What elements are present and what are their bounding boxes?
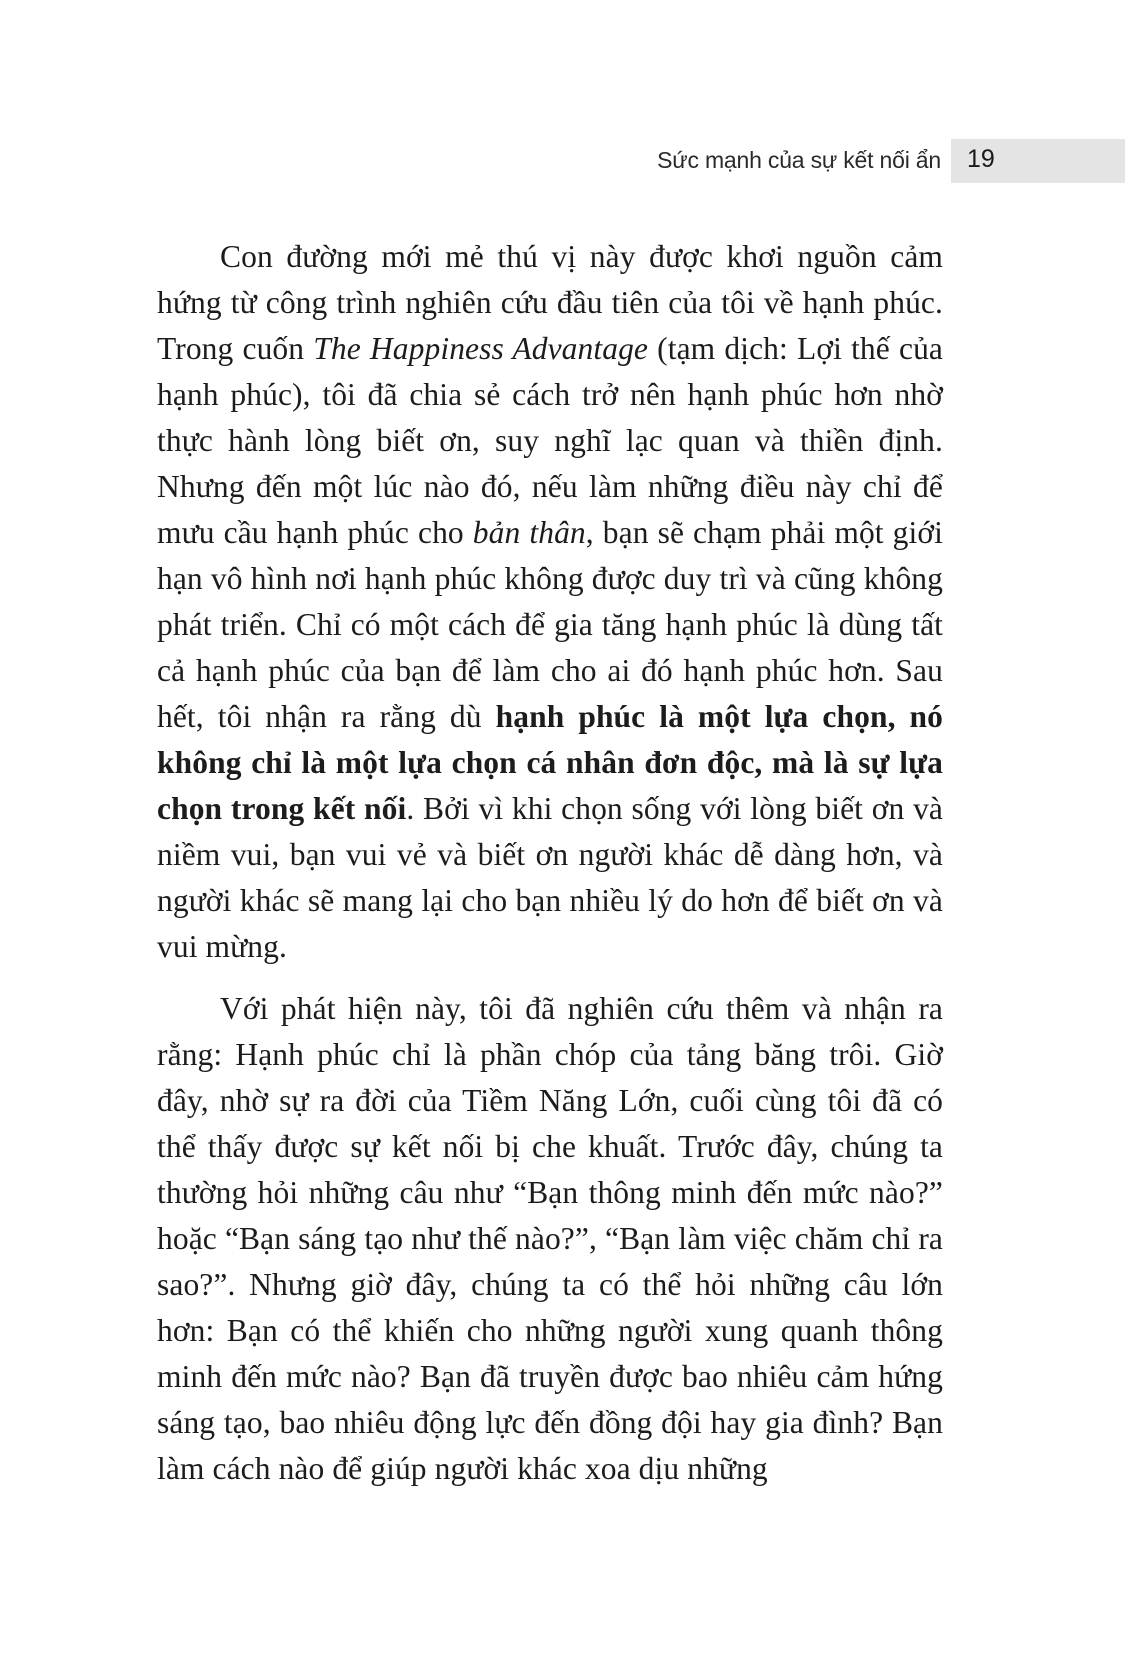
running-header	[0, 139, 1125, 185]
paragraph-1	[157, 234, 943, 970]
text-segment: (tạm dịch: Lợi thế của hạnh phúc), tôi đã chia sẻ cách trở nên hạnh phúc hơn nhờ thực hành lòng biết ơn, suy nghĩ lạc quan và thiền định. Nhưng đến một lúc nào đó, nếu làm những điều này chỉ để mưu cầu hạnh phúc cho	[157, 331, 944, 550]
emphasis-italic: bản thân	[472, 515, 586, 550]
body-text	[157, 234, 943, 1492]
emphasis-bold: hạnh phúc là một lựa chọn, nó không chỉ là một lựa chọn cá nhân đơn độc, mà là sự lựa chọn trong kết nối	[157, 699, 943, 826]
text-segment: . Bởi vì khi chọn sống với lòng biết ơn và niềm vui, bạn vui vẻ và biết ơn người khác dễ dàng hơn, và người khác sẽ mang lại cho bạn nhiều lý do hơn để biết ơn và vui mừng.	[157, 791, 943, 964]
book-title-italic: The Happiness Advantage	[313, 331, 649, 366]
text-segment: , bạn sẽ chạm phải một giới hạn vô hình nơi hạnh phúc không được duy trì và cũng không phát triển. Chỉ có một cách để gia tăng hạnh phúc là dùng tất cả hạnh phúc của bạn để làm cho ai đó hạnh phúc hơn. Sau hết, tôi nhận ra rằng dù	[157, 515, 943, 734]
text-segment: Với phát hiện này, tôi đã nghiên cứu thêm và nhận ra rằng: Hạnh phúc chỉ là phần chóp của tảng băng trôi. Giờ đây, nhờ sự ra đời của Tiềm Năng Lớn, cuối cùng tôi đã có thể thấy được sự kết nối bị che khuất. Trước đây, chúng ta thường hỏi những câu như “Bạn thông minh đến mức nào?” hoặc “Bạn sáng tạo như thế nào?”, “Bạn làm việc chăm chỉ ra sao?”. Nhưng giờ đây, chúng ta có thể hỏi những câu lớn hơn: Bạn có thể khiến cho những người xung quanh thông minh đến mức nào? Bạn đã truyền được bao nhiêu cảm hứng sáng tạo, bao nhiêu động lực đến đồng đội hay gia đình? Bạn làm cách nào để giúp người khác xoa dịu những	[157, 991, 943, 1486]
page-number: 19	[967, 145, 995, 173]
text-segment: Con đường mới mẻ thú vị này được khơi nguồn cảm hứng từ công trình nghiên cứu đầu tiên của tôi về hạnh phúc. Trong cuốn	[157, 239, 943, 366]
paragraph-2	[157, 986, 943, 1492]
page-number-tab	[951, 139, 1125, 183]
chapter-title: Sức mạnh của sự kết nối ẩn	[657, 147, 941, 173]
